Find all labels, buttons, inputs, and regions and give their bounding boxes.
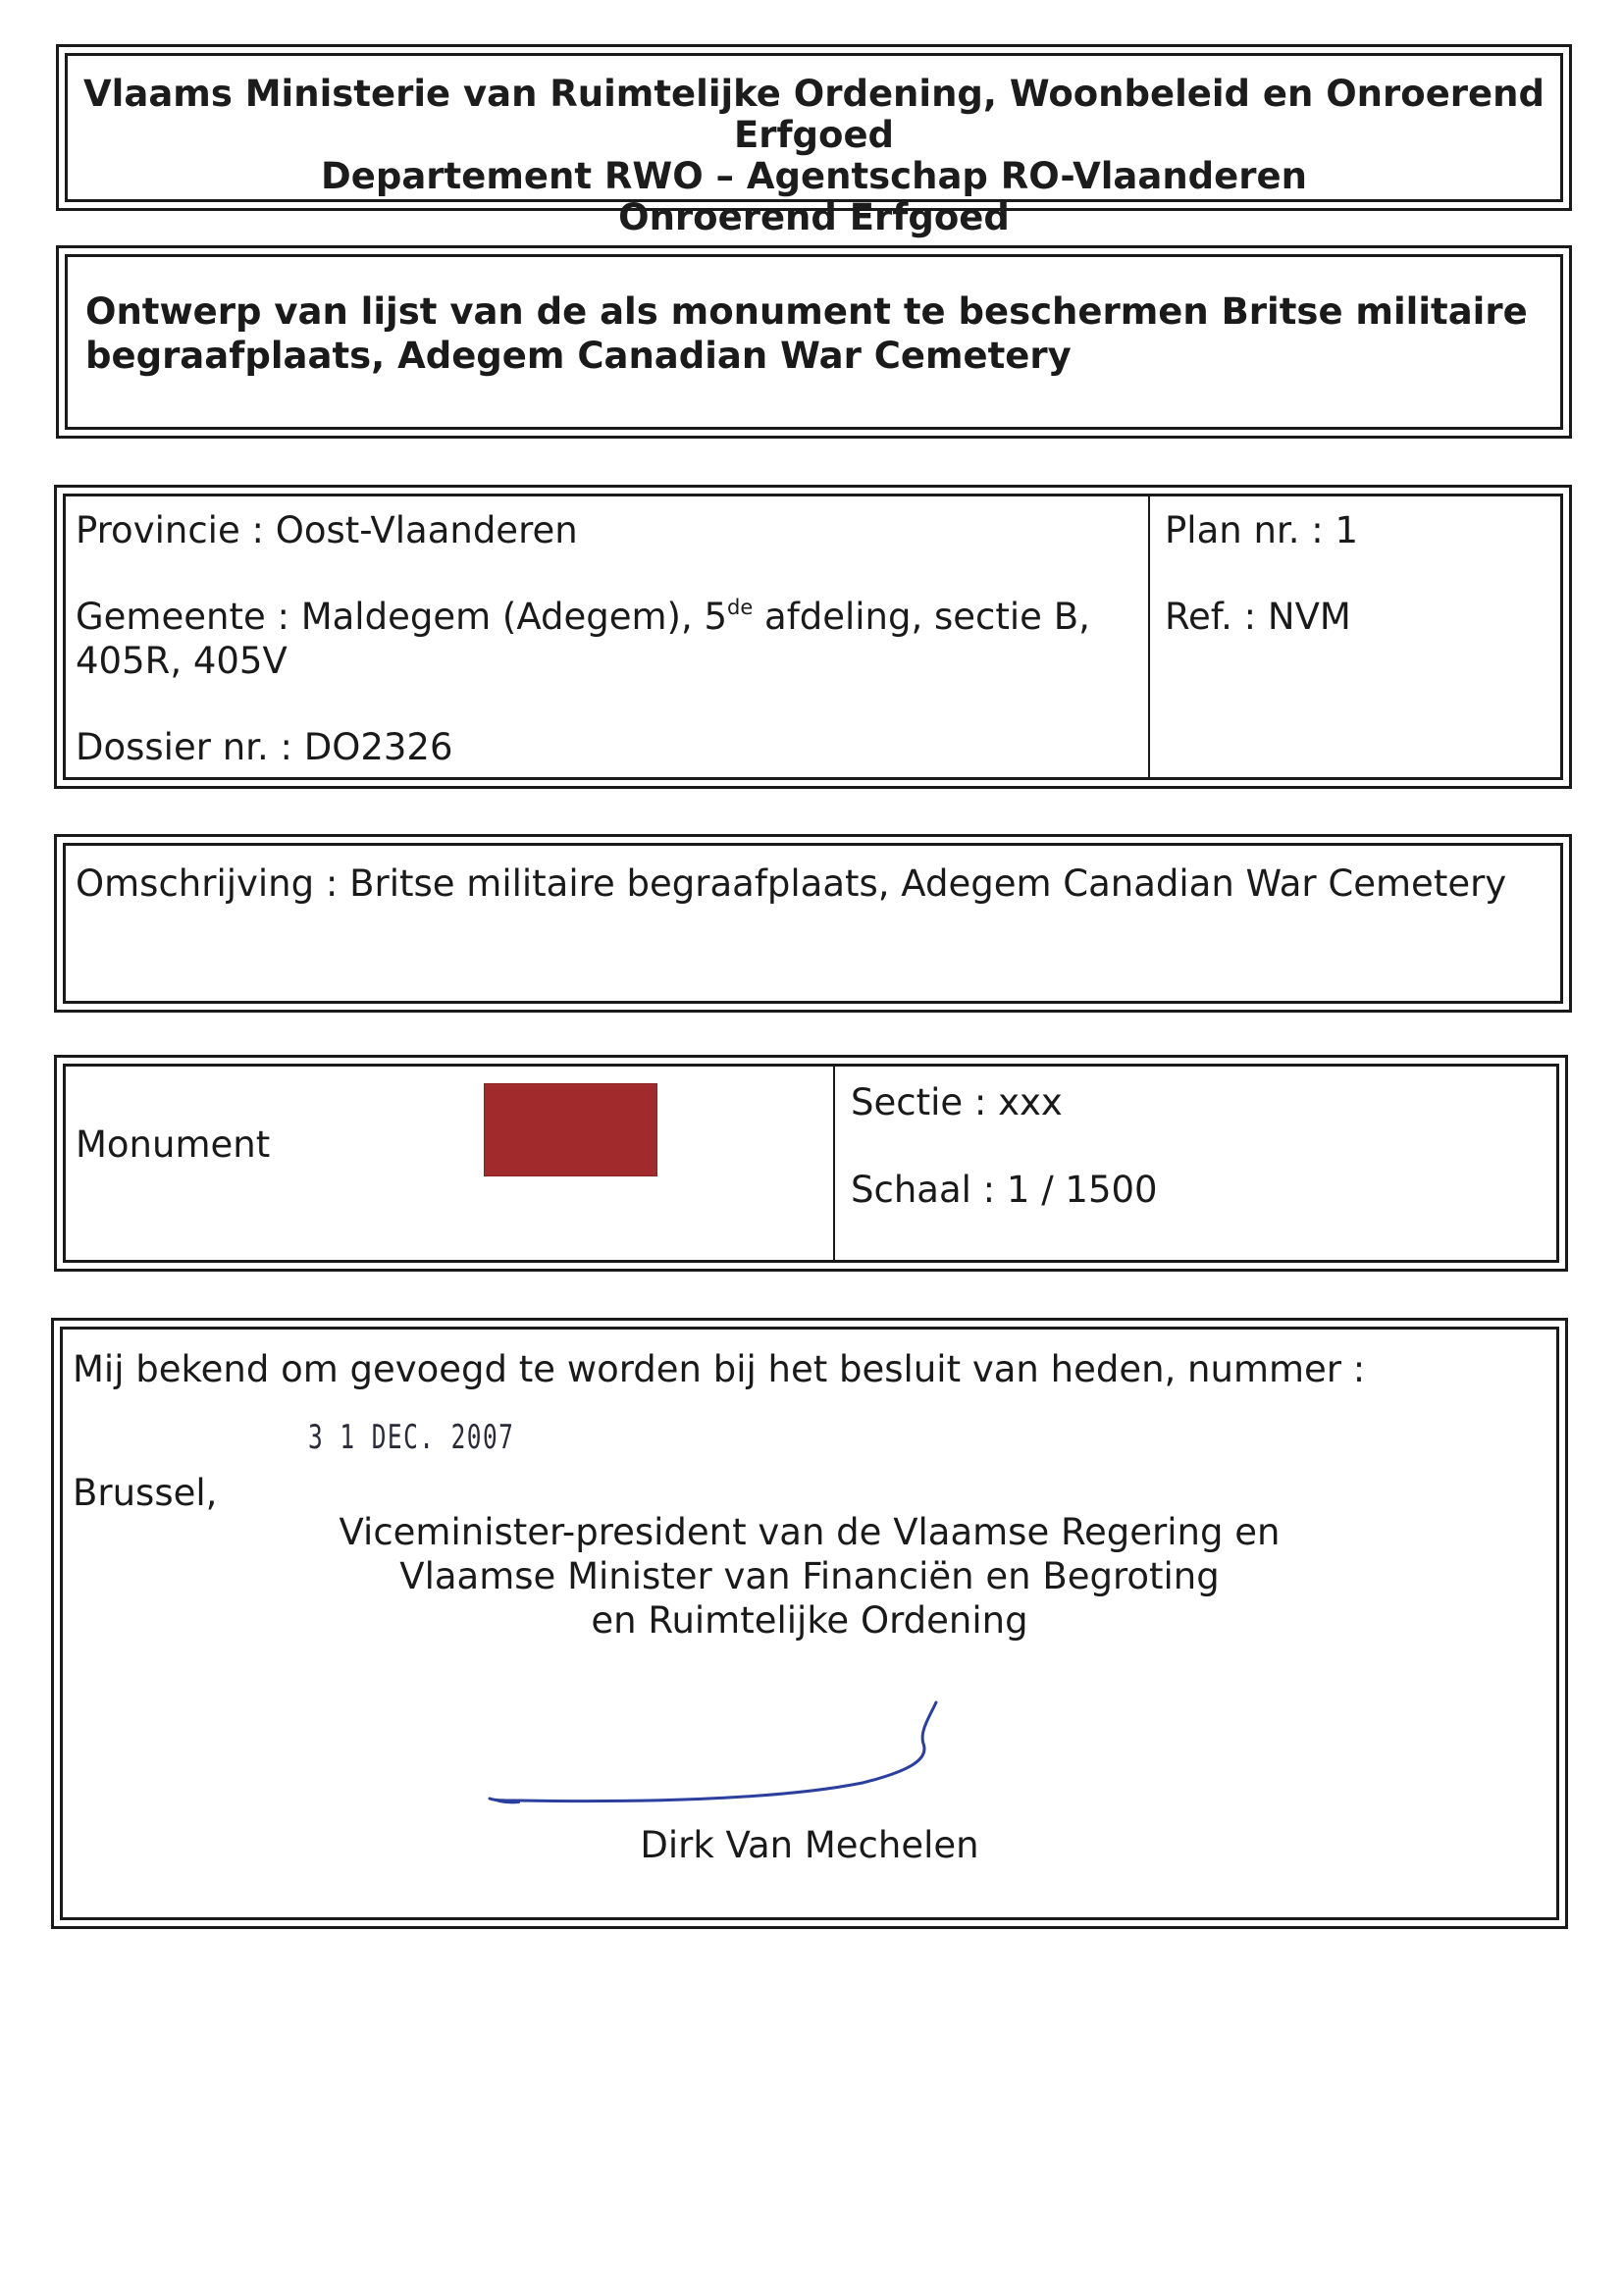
signature-inner — [60, 1327, 1559, 1920]
gemeente-parcels: 405R, 405V — [76, 640, 288, 682]
legend-box — [54, 1055, 1568, 1272]
gemeente-sup: de — [727, 596, 754, 619]
monument-color-swatch — [484, 1083, 657, 1176]
signature-box — [51, 1318, 1568, 1929]
sectie-text: Sectie : xxx — [851, 1081, 1063, 1123]
official-title-line-3: en Ruimtelijke Ordening — [591, 1599, 1028, 1642]
official-title-line-1: Viceminister-president van de Vlaamse Regering en — [339, 1511, 1281, 1553]
date-stamp: 3 1 DEC. 2007 — [308, 1418, 515, 1457]
agency-name: Onroerend Erfgoed — [618, 196, 1010, 238]
location-info-inner — [63, 494, 1563, 780]
statement-text: Mij bekend om gevoegd te worden bij het besluit van heden, nummer : — [73, 1348, 1366, 1390]
reference: Ref. : NVM — [1165, 596, 1351, 638]
schaal-text: Schaal : 1 / 1500 — [851, 1169, 1158, 1211]
handwritten-signature — [450, 1693, 961, 1830]
dossier-number: Dossier nr. : DO2326 — [76, 726, 453, 768]
document-title-line-1: Ontwerp van lijst van de als monument te beschermen Britse militaire — [85, 290, 1528, 333]
info-divider — [1148, 496, 1150, 777]
ministry-header-inner — [65, 53, 1563, 238]
location-info-box — [54, 485, 1572, 789]
provincie-text: Provincie : Oost-Vlaanderen — [76, 509, 578, 551]
ministry-name: Vlaams Ministerie van Ruimtelijke Ordening, Woonbeleid en Onroerend Erfgoed — [83, 73, 1544, 156]
gemeente-text — [76, 595, 1090, 639]
legend-divider — [833, 1067, 835, 1260]
description-inner — [63, 843, 1563, 1004]
official-title-line-2: Vlaamse Minister van Financiën en Begroting — [399, 1555, 1220, 1597]
legend-label-monument: Monument — [76, 1123, 271, 1166]
document-title-line-2: begraafplaats, Adegem Canadian War Cemetery — [85, 335, 1072, 377]
plan-number: Plan nr. : 1 — [1165, 509, 1359, 551]
document-title-inner — [65, 254, 1563, 430]
official-name: Dirk Van Mechelen — [640, 1824, 979, 1866]
ministry-header-box — [56, 44, 1572, 238]
place-text: Brussel, — [73, 1472, 218, 1514]
description-text: Omschrijving : Britse militaire begraafplaats, Adegem Canadian War Cemetery — [76, 862, 1507, 905]
department-name: Departement RWO – Agentschap RO-Vlaanderen — [321, 155, 1307, 197]
gemeente-rest: afdeling, sectie B, — [753, 596, 1090, 638]
gemeente-main: Gemeente : Maldegem (Adegem), 5 — [76, 596, 728, 638]
document-title-box — [56, 245, 1572, 439]
legend-inner — [63, 1064, 1559, 1263]
description-box — [54, 834, 1572, 1013]
